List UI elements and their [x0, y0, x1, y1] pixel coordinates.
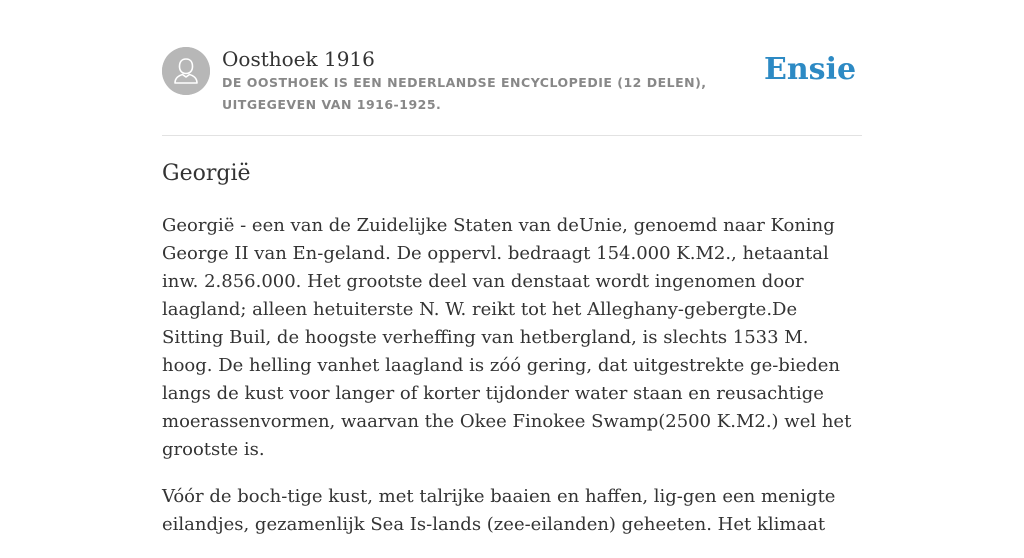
- source-description: DE OOSTHOEK IS EEN NEDERLANDSE ENCYCLOPEDIE (12 DELEN), UITGEGEVEN VAN 1916-1925.: [222, 75, 707, 112]
- source-title[interactable]: Oosthoek 1916: [222, 47, 375, 71]
- source-header: [162, 46, 862, 136]
- brand-logo[interactable]: Ensie: [764, 52, 857, 87]
- article-title: Georgië: [162, 161, 251, 186]
- article-body: [162, 212, 864, 558]
- user-silhouette-icon: [162, 47, 210, 95]
- article-paragraph: Georgië - een van de Zuidelijke Staten van deUnie, genoemd naar Koning George II van En-geland. De oppervl. bedraagt 154.000 K.M2., hetaantal inw. 2.856.000. Het grootste deel van denstaat wordt ingenomen door laagland; alleen hetuiterste N. W. reikt tot het Alleghany-gebergte.De Sitting Buil, de hoogste verheffing van hetbergland, is slechts 1533 M. hoog. De helling vanhet laagland is zóó gering, dat uitgestrekte ge-bieden langs de kust voor langer of korter tijdonder water staan en reusachtige moerassenvormen, waarvan the Okee Finokee Swamp(2500 K.M2.) wel het grootste is.: [162, 215, 852, 460]
- article-paragraph: Vóór de boch-tige kust, met talrijke baaien en haffen, lig-gen een menigte eilandjes, gezamenlijk Sea Is-lands (zee-eilanden) geheeten. Het klimaat: [162, 486, 836, 535]
- header-divider: [162, 135, 862, 136]
